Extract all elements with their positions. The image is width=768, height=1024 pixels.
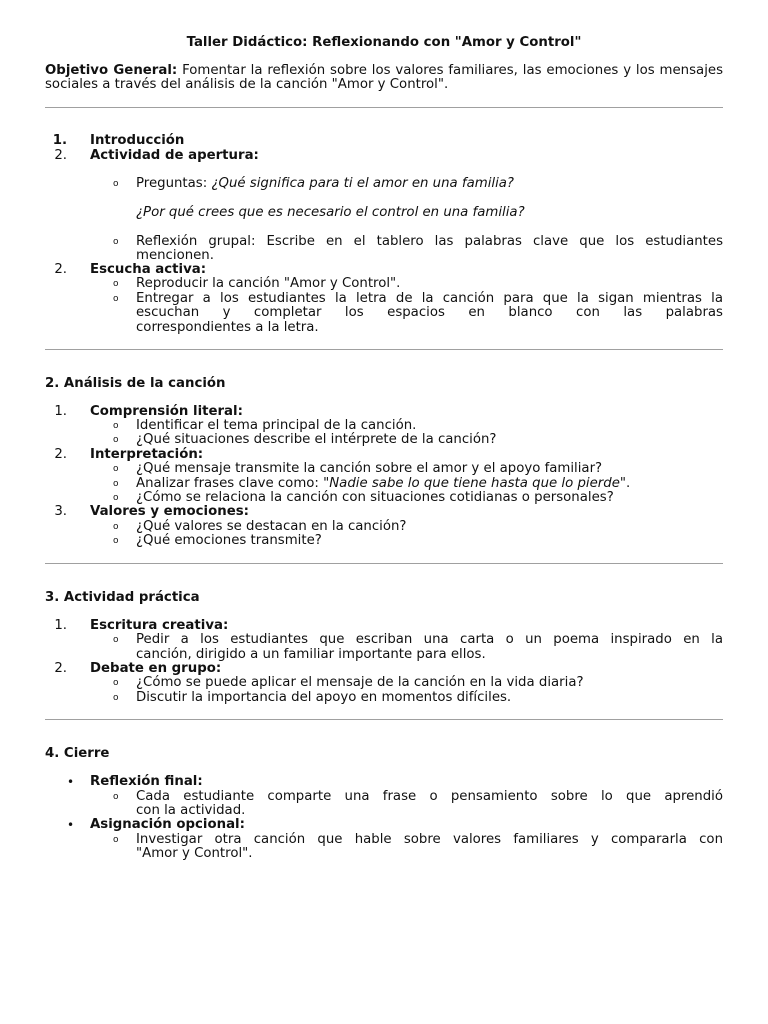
section-title-cierre: 4. Cierre [45,746,110,761]
item-escritura-creativa: Escritura creativa: [90,618,229,633]
item-number: 2. [54,661,67,676]
escritura-bullet-line-2: canción, dirigido a un familiar importante para ellos. [136,647,486,662]
escucha-bullet-1: Reproducir la canción "Amor y Control". [136,276,401,291]
bullet-circle-icon: o [113,435,119,445]
phrase-suffix: ". [619,476,631,491]
bullet-circle-icon: o [113,792,119,802]
debate-bullet-2: Discutir la importancia del apoyo en momentos difíciles. [136,690,512,705]
bullet-circle-icon: o [113,294,119,304]
section-title-analisis: 2. Análisis de la canción [45,376,226,391]
bullet-circle-icon: o [113,493,119,503]
reflexion-line-2: mencionen. [136,248,214,263]
document-title: Taller Didáctico: Reflexionando con "Amor y Control" [186,35,582,50]
escritura-bullet-line-1: Pedir a los estudiantes que escriban una carta o un poema inspirado en la [136,632,723,647]
item-actividad-apertura: Actividad de apertura: [90,148,259,163]
divider [45,719,723,720]
phrase-quote: Nadie sabe lo que tiene hasta que lo pierde [329,476,620,491]
item-introduccion: Introducción [90,133,185,148]
item-escucha-activa: Escucha activa: [90,262,207,277]
phrase-prefix: Analizar frases clave como: " [136,476,330,491]
asignacion-line-2: "Amor y Control". [136,846,253,861]
bullet-dot-icon: • [67,818,75,832]
item-number: 1. [54,404,67,419]
item-interpretacion: Interpretación: [90,447,204,462]
reflexion-final-line-2: con la actividad. [136,803,246,818]
bullet-circle-icon: o [113,237,119,247]
escucha-bullet-2-line-2: escuchan y completar los espacios en blanco con las palabras [136,305,723,320]
interpretacion-bullet-1: ¿Qué mensaje transmite la canción sobre el amor y el apoyo familiar? [136,461,603,476]
item-number: 2. [54,447,67,462]
asignacion-line-1: Investigar otra canción que hable sobre valores familiares y compararla con [136,832,723,847]
interpretacion-bullet-3: ¿Cómo se relaciona la canción con situaciones cotidianas o personales? [136,490,614,505]
escucha-bullet-2-line-3: correspondientes a la letra. [136,320,319,335]
bullet-circle-icon: o [113,464,119,474]
item-asignacion-opcional: Asignación opcional: [90,817,245,832]
item-number: 1. [52,133,67,148]
questions-line [136,177,514,191]
question-1: ¿Qué significa para ti el amor en una familia? [211,176,514,191]
comprension-bullet-1: Identificar el tema principal de la canción. [136,418,417,433]
escucha-bullet-2-line-1: Entregar a los estudiantes la letra de la canción para que la sigan mientras la [136,291,723,306]
bullet-circle-icon: o [113,279,119,289]
divider [45,563,723,564]
reflexion-final-line-1: Cada estudiante comparte una frase o pensamiento sobre lo que aprendió [136,789,723,804]
item-number: 2. [54,262,67,277]
bullet-circle-icon: o [113,835,119,845]
questions-prefix: Preguntas: [136,176,212,191]
item-comprension-literal: Comprensión literal: [90,404,243,419]
valores-bullet-2: ¿Qué emociones transmite? [136,533,322,548]
divider [45,349,723,350]
bullet-dot-icon: • [67,775,75,789]
debate-bullet-1: ¿Cómo se puede aplicar el mensaje de la canción en la vida diaria? [136,675,584,690]
valores-bullet-1: ¿Qué valores se destacan en la canción? [136,519,407,534]
reflexion-line-1: Reflexión grupal: Escribe en el tablero las palabras clave que los estudiantes [136,234,723,249]
objective-text: Fomentar la reflexión sobre los valores familiares, las emociones y los mensajes sociales a través del análisis de la canción "Amor y Control". [45,63,723,93]
item-number: 2. [54,148,67,163]
objective-paragraph [45,64,723,93]
bullet-circle-icon: o [113,693,119,703]
bullet-circle-icon: o [113,179,119,189]
bullet-circle-icon: o [113,421,119,431]
bullet-circle-icon: o [113,522,119,532]
item-number: 3. [54,504,67,519]
item-number: 1. [54,618,67,633]
divider [45,107,723,108]
item-valores-emociones: Valores y emociones: [90,504,249,519]
bullet-circle-icon: o [113,678,119,688]
objective-label: Objetivo General: [45,63,178,78]
question-2: ¿Por qué crees que es necesario el control en una familia? [136,205,525,220]
section-title-actividad-practica: 3. Actividad práctica [45,590,200,605]
item-reflexion-final: Reflexión final: [90,774,203,789]
bullet-circle-icon: o [113,479,119,489]
comprension-bullet-2: ¿Qué situaciones describe el intérprete de la canción? [136,432,497,447]
item-debate-grupo: Debate en grupo: [90,661,222,676]
bullet-circle-icon: o [113,635,119,645]
bullet-circle-icon: o [113,536,119,546]
